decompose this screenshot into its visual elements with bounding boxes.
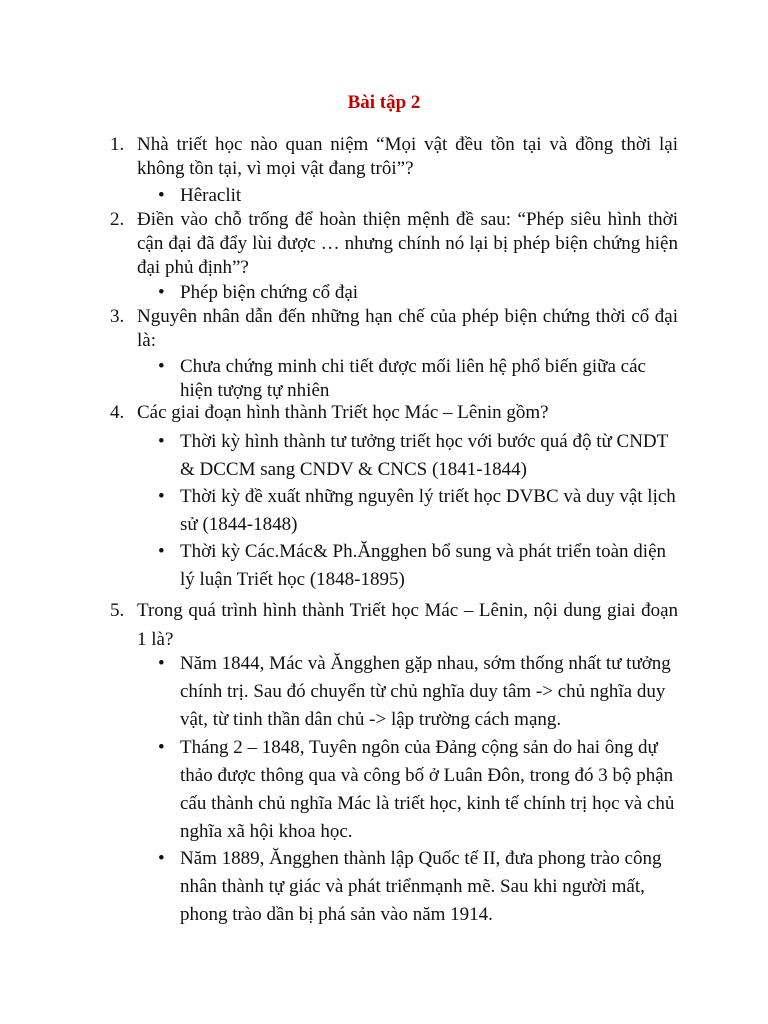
answer-text: Tháng 2 – 1848, Tuyên ngôn của Đảng cộng sản do hai ông dự thảo được thông qua và công bố ở Luân Đôn, trong đó 3 bộ phận cấu thành chủ nghĩa Mác là triết học, kinh tế chính trị học và chủ nghĩa xã hội khoa học. (180, 737, 675, 842)
question-text: Nhà triết học nào quan niệm “Mọi vật đều tồn tại và đồng thời lại không tồn tại, vì mọi vật đang trôi”? (137, 134, 678, 179)
answer-text: Hêraclit (180, 185, 242, 206)
question-number: 1. (110, 134, 125, 155)
question-5 (110, 596, 678, 654)
question-1 (110, 133, 678, 181)
answer-text: Năm 1889, Ăngghen thành lập Quốc tế II, đưa phong trào công nhân thành tự giác và phát triểnmạnh mẽ. Sau khi người mất, phong trào dần bị phá sản vào năm 1914. (180, 848, 662, 925)
bullet-icon: • (158, 848, 165, 869)
page-title: Bài tập 2 (347, 92, 421, 113)
question-text: Nguyên nhân dẫn đến những hạn chế của phép biện chứng thời cổ đại là: (137, 306, 678, 351)
question-2 (110, 208, 678, 280)
answer-item (158, 428, 678, 484)
question-number: 2. (110, 209, 125, 230)
question-text: Trong quá trình hình thành Triết học Mác – Lênin, nội dung giai đoạn 1 là? (137, 600, 678, 650)
bullet-icon: • (158, 356, 165, 377)
bullet-icon: • (158, 486, 165, 507)
question-text: Các giai đoạn hình thành Triết học Mác – Lênin gồm? (137, 402, 549, 423)
question-number: 4. (110, 402, 125, 423)
answer-item (158, 355, 678, 403)
answer-item (158, 483, 678, 539)
question-number: 5. (110, 600, 125, 621)
answer-item (158, 650, 678, 734)
answer-item (158, 184, 678, 208)
answer-item (158, 845, 678, 929)
question-3 (110, 305, 678, 353)
answer-text: Thời kỳ đề xuất những nguyên lý triết học DVBC và duy vật lịch sử (1844-1848) (180, 486, 676, 535)
answer-item (158, 734, 678, 846)
question-text: Điền vào chỗ trống để hoàn thiện mệnh đề sau: “Phép siêu hình thời cận đại đã đẩy lùi được … nhưng chính nó lại bị phép biện chứng hiện đại phủ định”? (137, 209, 678, 278)
bullet-icon: • (158, 185, 165, 206)
bullet-icon: • (158, 541, 165, 562)
answer-text: Thời kỳ Các.Mác& Ph.Ăngghen bổ sung và phát triển toàn diện lý luận Triết học (1848-1895) (180, 541, 667, 590)
answer-text: Thời kỳ hình thành tư tưởng triết học với bước quá độ từ CNDT & DCCM sang CNDV & CNCS (1841-1844) (180, 431, 668, 480)
answer-item (158, 281, 678, 305)
answer-item (158, 538, 678, 594)
question-number: 3. (110, 306, 125, 327)
question-4 (110, 401, 678, 425)
bullet-icon: • (158, 282, 165, 303)
bullet-icon: • (158, 431, 165, 452)
answer-text: Phép biện chứng cổ đại (180, 282, 359, 303)
answer-text: Chưa chứng minh chi tiết được mối liên hệ phổ biến giữa các hiện tượng tự nhiên (180, 356, 646, 401)
answer-text: Năm 1844, Mác và Ăngghen gặp nhau, sớm thống nhất tư tưởng chính trị. Sau đó chuyển từ chủ nghĩa duy tâm -> chủ nghĩa duy vật, từ tinh thần dân chủ -> lập trường cách mạng. (180, 653, 671, 730)
bullet-icon: • (158, 653, 165, 674)
bullet-icon: • (158, 737, 165, 758)
